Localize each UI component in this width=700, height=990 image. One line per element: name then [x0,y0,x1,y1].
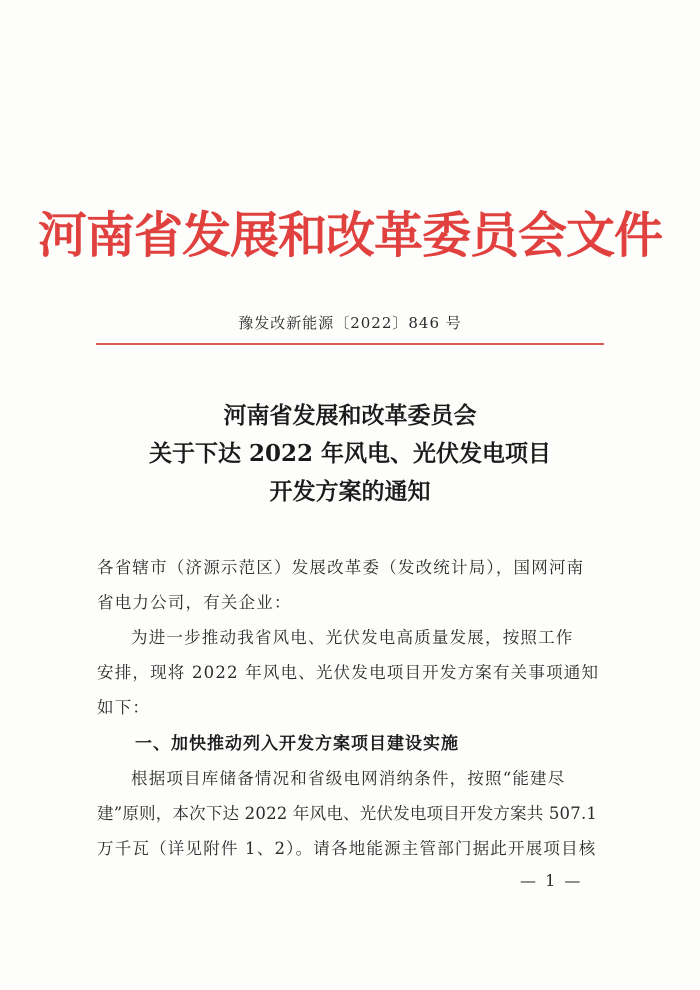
notice-title-line: 关于下达 2022 年风电、光伏发电项目 [148,440,552,467]
red-divider-line [96,343,604,345]
document-header-title: 河南省发展和改革委员会文件 [37,206,662,264]
paragraph-line: 万千瓦（详见附件 1、2）。请各地能源主管部门据此开展项目核 [97,839,597,858]
addressee-line: 各省辖市（济源示范区）发展改革委（发改统计局），国网河南 [97,558,585,577]
notice-title-line: 开发方案的通知 [269,478,431,505]
paragraph-line: 安排，现将 2022 年风电、光伏发电项目开发方案有关事项通知 [97,663,600,682]
notice-title-line: 河南省发展和改革委员会 [223,402,477,429]
paragraph-line: 建”原则，本次下达 2022 年风电、光伏发电项目开发方案共 507.1 [97,804,598,823]
paragraph-line: 为进一步推动我省风电、光伏发电高质量发展，按照工作 [131,628,574,647]
document-number: 豫发改新能源〔2022〕846 号 [238,314,462,332]
page-number: — 1 — [520,871,583,890]
section-heading: 一、加快推动列入开发方案项目建设实施 [135,734,459,754]
addressee-line: 省电力公司，有关企业： [97,593,292,612]
paragraph-line: 根据项目库储备情况和省级电网消纳条件，按照“能建尽 [131,769,566,788]
paragraph-line: 如下： [97,698,151,717]
notice-title [0,397,700,511]
